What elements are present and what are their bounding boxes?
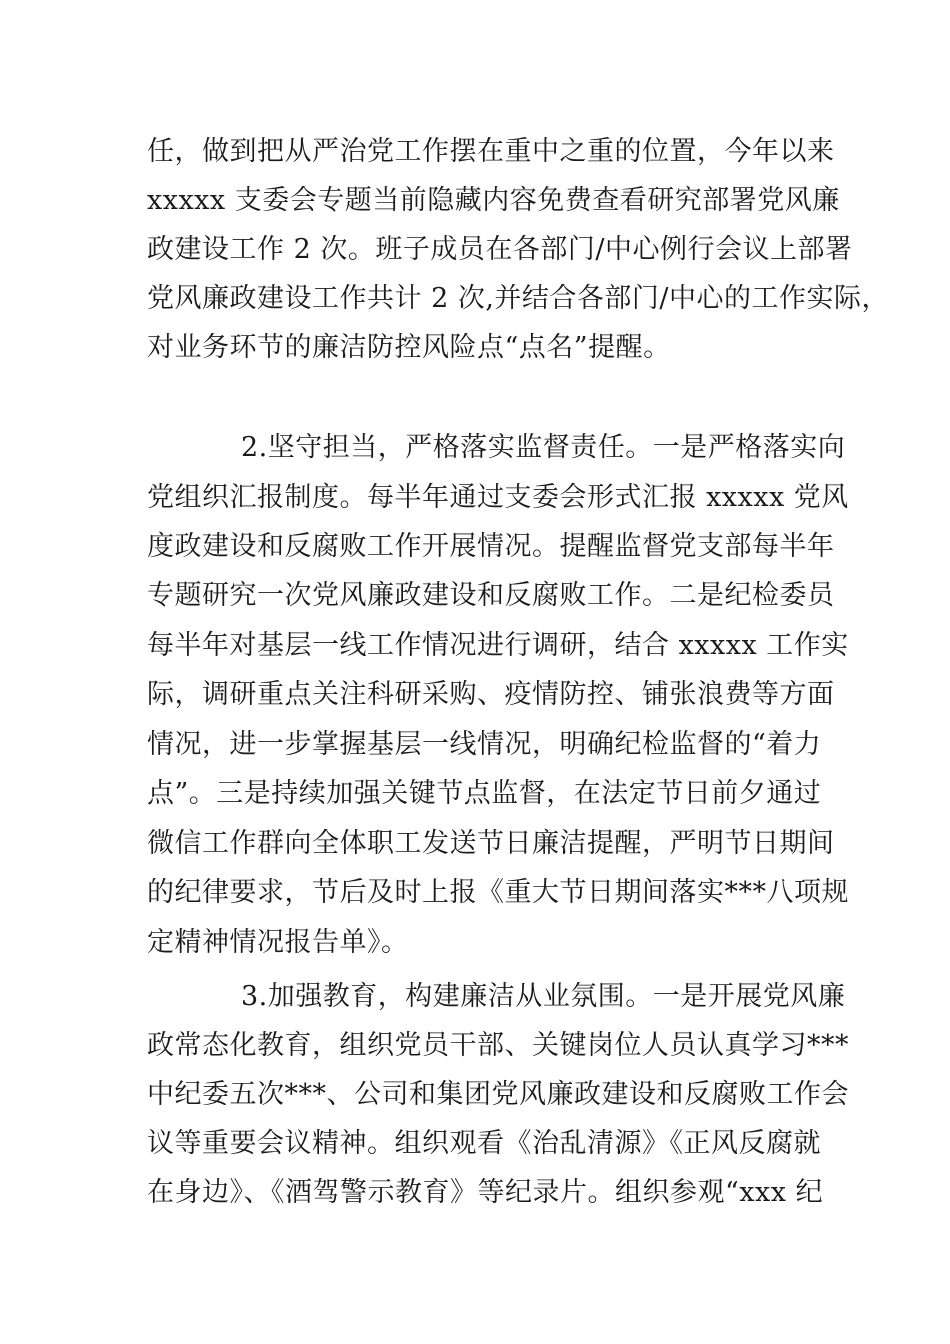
paragraph-line: 任，做到把从严治党工作摆在重中之重的位置，今年以来: [147, 136, 835, 167]
paragraph-line: 议等重要会议精神。组织观看《治乱清源》《正风反腐就: [147, 1128, 821, 1159]
paragraph-line: 微信工作群向全体职工发送节日廉洁提醒，严明节日期间: [147, 828, 835, 859]
section-heading-line: 2.坚守担当，严格落实监督责任。一是严格落实向: [241, 432, 846, 463]
paragraph-line: 政建设工作 2 次。班子成员在各部门/中心例行会议上部署: [147, 234, 853, 265]
paragraph-line: 每半年对基层一线工作情况进行调研，结合 xxxxx 工作实: [147, 630, 849, 661]
paragraph-line: 的纪律要求，节后及时上报《重大节日期间落实***八项规: [147, 877, 849, 908]
paragraph-line: 点”。三是持续加强关键节点监督，在法定节日前夕通过: [147, 778, 822, 809]
paragraph-line: xxxxx 支委会专题当前隐藏内容免费查看研究部署党风廉: [147, 185, 840, 216]
paragraph-line: 度政建设和反腐败工作开展情况。提醒监督党支部每半年: [147, 531, 835, 562]
paragraph-line: 对业务环节的廉洁防控风险点“点名”提醒。: [147, 332, 671, 363]
paragraph-line: 党风廉政建设工作共计 2 次,并结合各部门/中心的工作实际，: [147, 283, 890, 314]
paragraph-line: 在身边》、《酒驾警示教育》等纪录片。组织参观“xxx 纪: [147, 1177, 824, 1208]
section-heading-line: 3.加强教育，构建廉洁从业氛围。一是开展党风廉: [241, 981, 846, 1012]
paragraph-line: 际，调研重点关注科研采购、疫情防控、铺张浪费等方面: [147, 679, 835, 710]
paragraph-line: 政常态化教育，组织党员干部、关键岗位人员认真学习***: [147, 1030, 849, 1061]
paragraph-line: 中纪委五次***、公司和集团党风廉政建设和反腐败工作会: [147, 1079, 849, 1110]
paragraph-line: 定精神情况报告单》。: [147, 927, 409, 958]
paragraph-line: 情况，进一步掌握基层一线情况，明确纪检监督的“着力: [147, 729, 822, 760]
paragraph-line: 专题研究一次党风廉政建设和反腐败工作。二是纪检委员: [147, 580, 835, 611]
paragraph-line: 党组织汇报制度。每半年通过支委会形式汇报 xxxxx 党风: [147, 482, 849, 513]
